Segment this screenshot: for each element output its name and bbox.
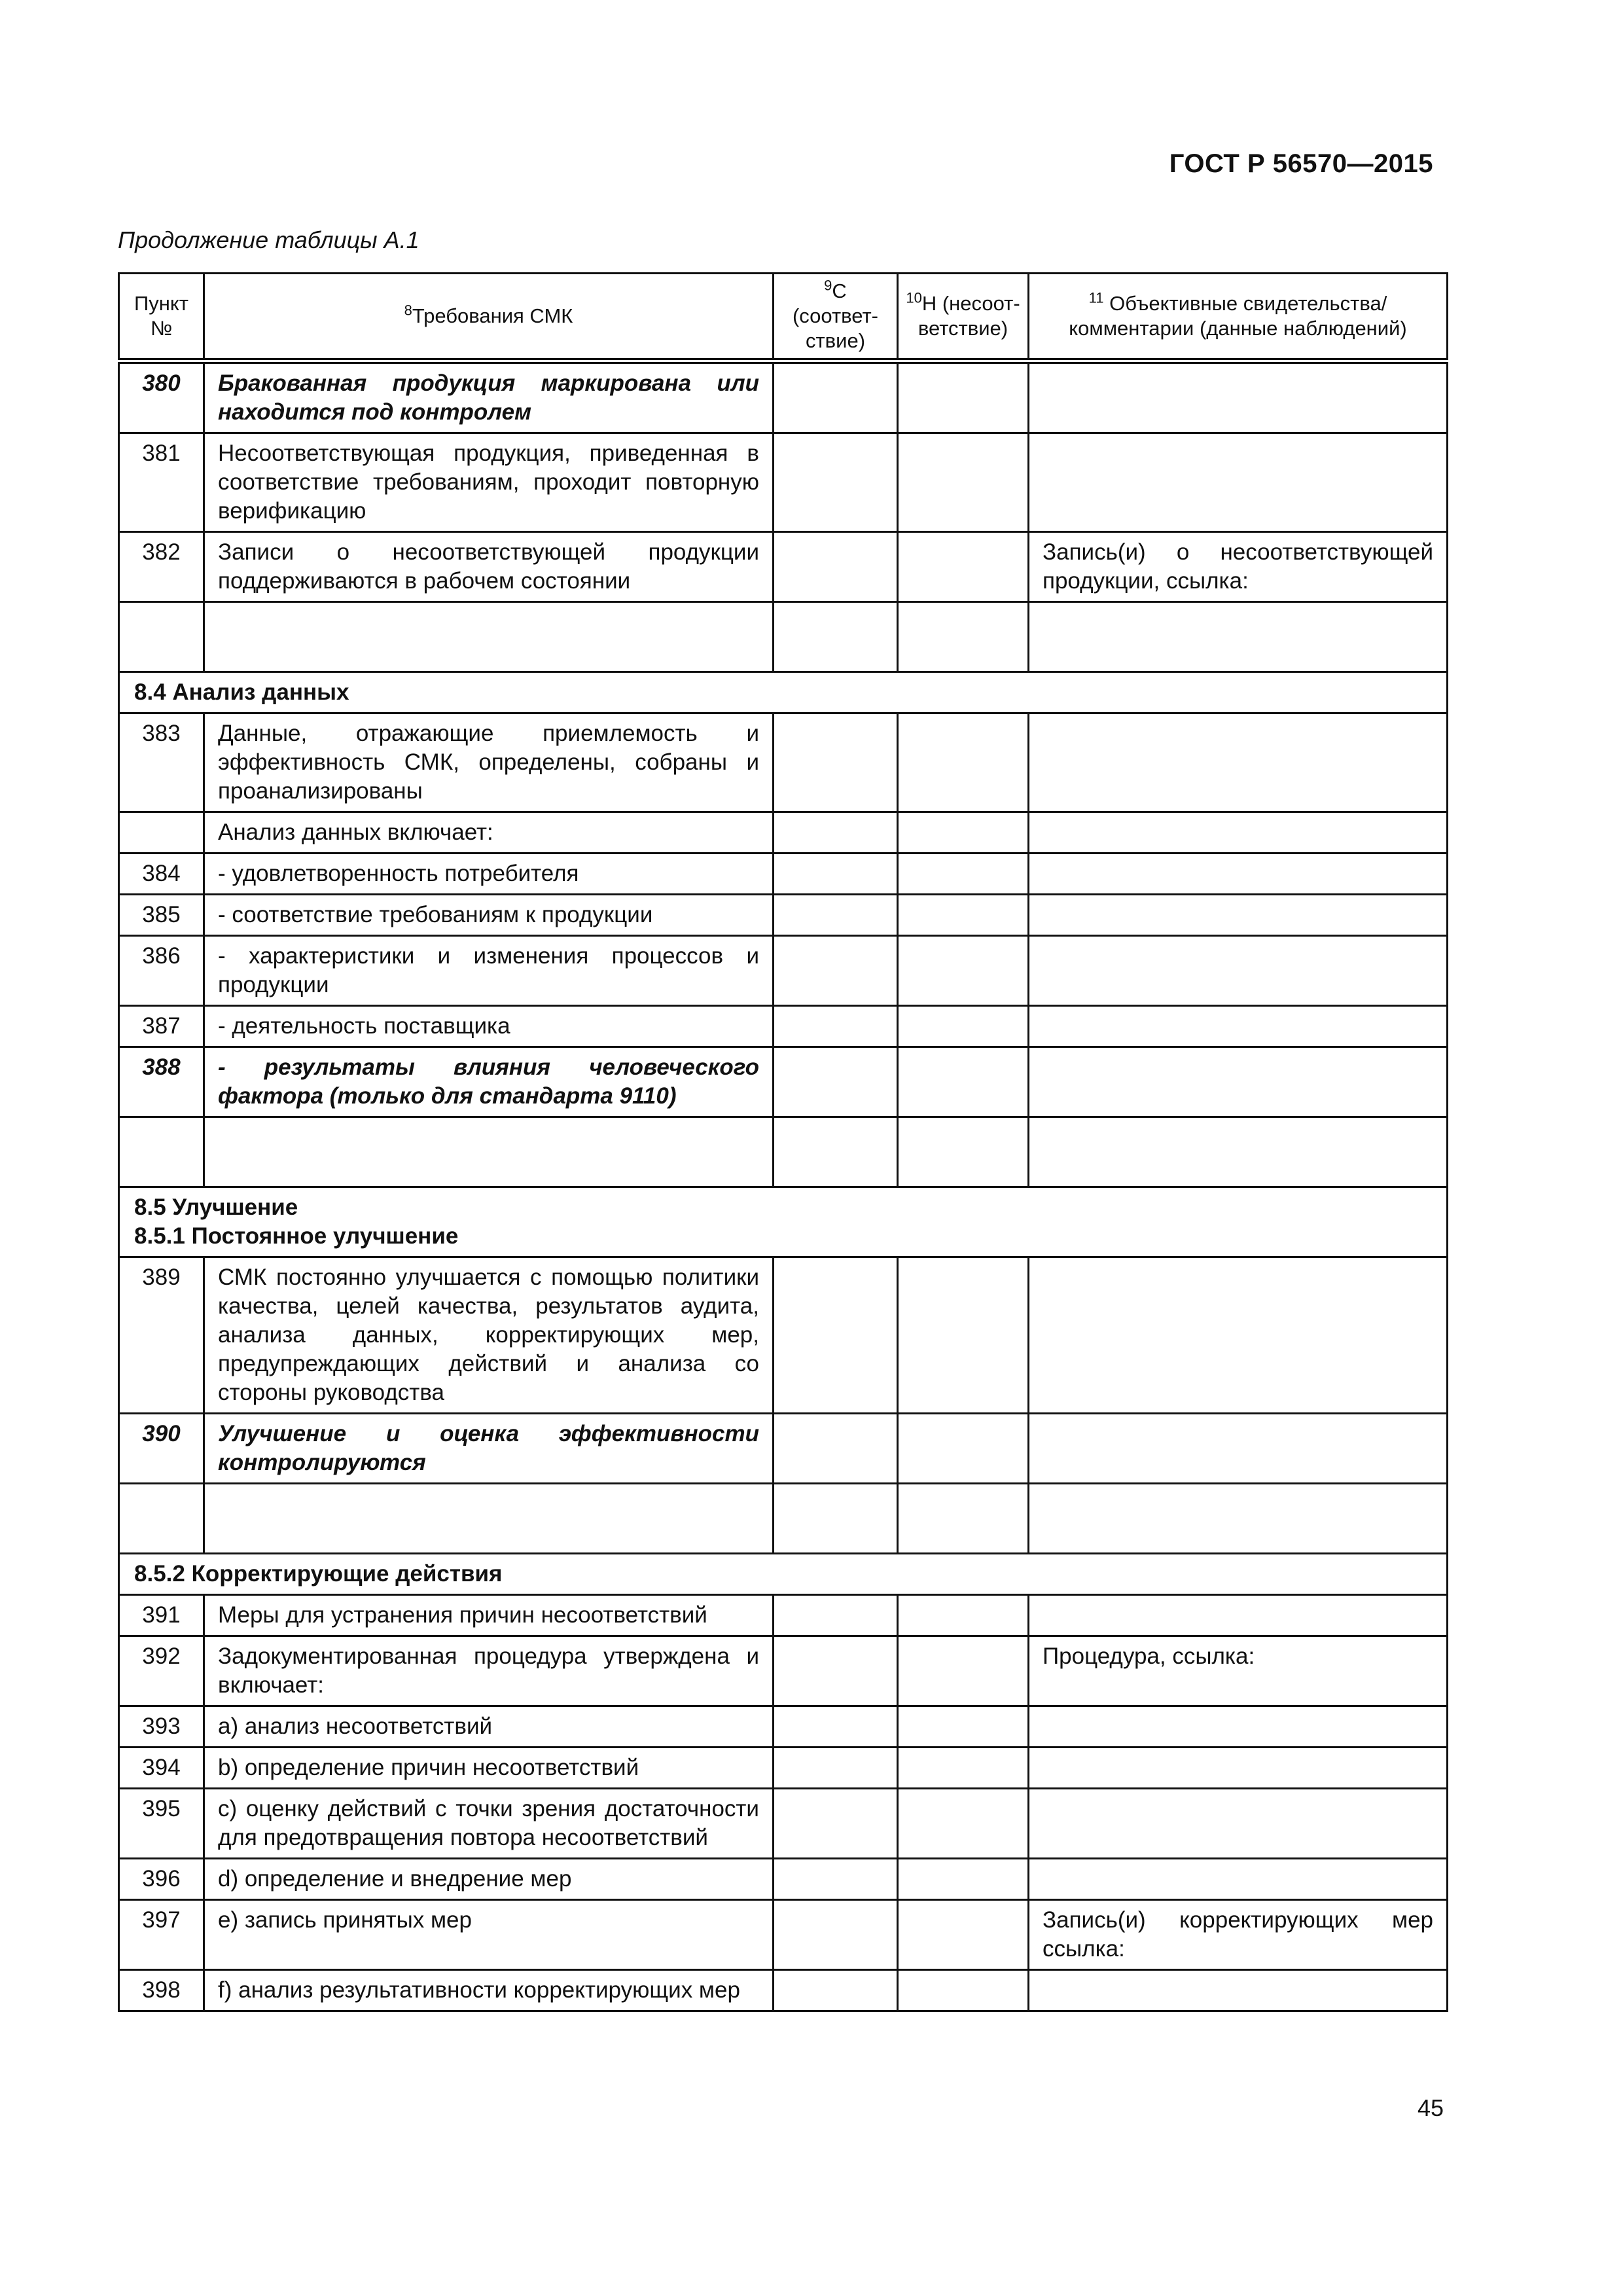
nonconformity-cell	[898, 361, 1029, 433]
table-row	[119, 853, 1448, 895]
table-row	[119, 433, 1448, 532]
requirement-cell: Несоответствующая продукция, приведенная в соответствие требованиям, проходит повторную верификацию	[204, 433, 774, 532]
requirement-cell: - результаты влияния человеческого фактора (только для стандарта 9110)	[204, 1047, 774, 1117]
item-number-cell: 391	[119, 1595, 204, 1636]
requirement-cell: - характеристики и изменения процессов и продукции	[204, 936, 774, 1006]
conformity-cell	[774, 812, 898, 853]
col-header-evidence-label: Объективные свидетельства/ комментарии (данные наблюдений)	[1069, 292, 1407, 340]
nonconformity-cell	[898, 812, 1029, 853]
evidence-cell	[1029, 1006, 1448, 1047]
requirement-cell: Улучшение и оценка эффективности контролируются	[204, 1414, 774, 1484]
standard-designation: ГОСТ Р 56570—2015	[1169, 149, 1433, 178]
evidence-cell	[1029, 1970, 1448, 2011]
item-number-cell: 387	[119, 1006, 204, 1047]
evidence-cell	[1029, 1748, 1448, 1789]
nonconformity-cell	[898, 1970, 1029, 2011]
evidence-cell	[1029, 1706, 1448, 1748]
nonconformity-cell	[898, 936, 1029, 1006]
col-header-requirements-index: 8	[404, 302, 412, 319]
requirement-cell: b) определение причин несоответствий	[204, 1748, 774, 1789]
requirement-cell: f) анализ результативности корректирующих мер	[204, 1970, 774, 2011]
conformity-cell	[774, 1706, 898, 1748]
table-body	[119, 361, 1448, 2011]
item-number-cell: 390	[119, 1414, 204, 1484]
conformity-cell	[774, 1257, 898, 1414]
conformity-cell	[774, 853, 898, 895]
item-number-cell: 396	[119, 1859, 204, 1900]
conformity-cell	[774, 532, 898, 602]
item-number-cell: 394	[119, 1748, 204, 1789]
table-caption: Продолжение таблицы А.1	[118, 226, 419, 253]
item-number-cell: 397	[119, 1900, 204, 1970]
conformity-cell	[774, 1636, 898, 1706]
blank-cell	[1029, 1484, 1448, 1554]
table-row	[119, 1636, 1448, 1706]
requirement-cell: Бракованная продукция маркирована или находится под контролем	[204, 361, 774, 433]
conformity-cell	[774, 361, 898, 433]
evidence-cell	[1029, 1859, 1448, 1900]
evidence-cell	[1029, 1789, 1448, 1859]
table-row	[119, 1970, 1448, 2011]
requirement-cell: - соответствие требованиям к продукции	[204, 895, 774, 936]
col-header-conformity-index: 9	[824, 277, 832, 294]
blank-cell	[898, 602, 1029, 672]
evidence-cell: Запись(и) корректирующих мер ссылка:	[1029, 1900, 1448, 1970]
col-header-requirements	[204, 274, 774, 361]
nonconformity-cell	[898, 853, 1029, 895]
item-number-cell: 384	[119, 853, 204, 895]
blank-cell	[1029, 602, 1448, 672]
table-row	[119, 713, 1448, 812]
conformity-cell	[774, 1006, 898, 1047]
conformity-cell	[774, 1748, 898, 1789]
nonconformity-cell	[898, 1636, 1029, 1706]
col-header-requirements-label: Требования СМК	[412, 304, 573, 327]
nonconformity-cell	[898, 713, 1029, 812]
table-row	[119, 1900, 1448, 1970]
conformity-cell	[774, 1900, 898, 1970]
nonconformity-cell	[898, 1706, 1029, 1748]
requirement-cell: e) запись принятых мер	[204, 1900, 774, 1970]
requirement-cell: Записи о несоответствующей продукции поддерживаются в рабочем состоянии	[204, 532, 774, 602]
section-heading-row	[119, 1554, 1448, 1595]
blank-row	[119, 1117, 1448, 1187]
col-header-evidence-index: 11	[1088, 289, 1104, 306]
section-heading: 8.5.2 Корректирующие действия	[119, 1554, 1448, 1595]
nonconformity-cell	[898, 1748, 1029, 1789]
blank-row	[119, 602, 1448, 672]
conformity-cell	[774, 936, 898, 1006]
blank-row	[119, 1484, 1448, 1554]
requirement-cell: a) анализ несоответствий	[204, 1706, 774, 1748]
item-number-cell: 388	[119, 1047, 204, 1117]
item-number-cell: 398	[119, 1970, 204, 2011]
col-header-nonconformity-label: Н (несоот-ветствие)	[918, 292, 1020, 340]
table-row	[119, 1047, 1448, 1117]
item-number-cell: 393	[119, 1706, 204, 1748]
col-header-conformity-label: С (соответ-ствие)	[792, 279, 879, 352]
nonconformity-cell	[898, 1414, 1029, 1484]
conformity-cell	[774, 433, 898, 532]
table-row	[119, 936, 1448, 1006]
requirements-table	[118, 272, 1448, 2012]
evidence-cell: Процедура, ссылка:	[1029, 1636, 1448, 1706]
nonconformity-cell	[898, 433, 1029, 532]
nonconformity-cell	[898, 532, 1029, 602]
nonconformity-cell	[898, 1006, 1029, 1047]
col-header-num: Пункт №	[119, 274, 204, 361]
table-row	[119, 1414, 1448, 1484]
evidence-cell	[1029, 1595, 1448, 1636]
requirement-cell: Данные, отражающие приемлемость и эффективность СМК, определены, собраны и проанализированы	[204, 713, 774, 812]
item-number-cell: 392	[119, 1636, 204, 1706]
blank-cell	[774, 602, 898, 672]
table-row	[119, 1748, 1448, 1789]
section-heading: 8.4 Анализ данных	[119, 672, 1448, 713]
nonconformity-cell	[898, 1789, 1029, 1859]
conformity-cell	[774, 1970, 898, 2011]
item-number-cell: 381	[119, 433, 204, 532]
blank-cell	[204, 1117, 774, 1187]
evidence-cell	[1029, 812, 1448, 853]
conformity-cell	[774, 1789, 898, 1859]
conformity-cell	[774, 1859, 898, 1900]
evidence-cell	[1029, 1047, 1448, 1117]
conformity-cell	[774, 1414, 898, 1484]
section-heading-row	[119, 1187, 1448, 1257]
requirement-cell: Задокументированная процедура утверждена и включает:	[204, 1636, 774, 1706]
evidence-cell	[1029, 895, 1448, 936]
section-heading-row	[119, 672, 1448, 713]
requirement-cell: Меры для устранения причин несоответствий	[204, 1595, 774, 1636]
requirement-cell: - деятельность поставщика	[204, 1006, 774, 1047]
col-header-conformity	[774, 274, 898, 361]
evidence-cell	[1029, 433, 1448, 532]
nonconformity-cell	[898, 1595, 1029, 1636]
item-number-cell: 380	[119, 361, 204, 433]
conformity-cell	[774, 895, 898, 936]
nonconformity-cell	[898, 1047, 1029, 1117]
table-row	[119, 812, 1448, 853]
requirement-cell: Анализ данных включает:	[204, 812, 774, 853]
col-header-evidence	[1029, 274, 1448, 361]
table-row	[119, 895, 1448, 936]
col-header-nonconformity-index: 10	[906, 289, 922, 306]
evidence-cell: Запись(и) о несоответствующей продукции, ссылка:	[1029, 532, 1448, 602]
table-row	[119, 1789, 1448, 1859]
evidence-cell	[1029, 853, 1448, 895]
nonconformity-cell	[898, 1257, 1029, 1414]
table-header-row	[119, 274, 1448, 361]
conformity-cell	[774, 713, 898, 812]
col-header-nonconformity	[898, 274, 1029, 361]
table-row	[119, 1257, 1448, 1414]
table-row	[119, 1859, 1448, 1900]
requirement-cell: d) определение и внедрение мер	[204, 1859, 774, 1900]
conformity-cell	[774, 1595, 898, 1636]
evidence-cell	[1029, 1257, 1448, 1414]
item-number-cell: 385	[119, 895, 204, 936]
nonconformity-cell	[898, 895, 1029, 936]
nonconformity-cell	[898, 1859, 1029, 1900]
table-row	[119, 1006, 1448, 1047]
table-row	[119, 1706, 1448, 1748]
blank-cell	[119, 1117, 204, 1187]
item-number-cell: 386	[119, 936, 204, 1006]
blank-cell	[898, 1484, 1029, 1554]
blank-cell	[898, 1117, 1029, 1187]
blank-cell	[204, 1484, 774, 1554]
blank-cell	[119, 1484, 204, 1554]
item-number-cell: 382	[119, 532, 204, 602]
requirement-cell: СМК постоянно улучшается с помощью политики качества, целей качества, результатов аудита, анализа данных, корректирующих мер, предупреждающих действий и анализа со стороны руководства	[204, 1257, 774, 1414]
evidence-cell	[1029, 361, 1448, 433]
blank-cell	[119, 602, 204, 672]
item-number-cell: 389	[119, 1257, 204, 1414]
evidence-cell	[1029, 1414, 1448, 1484]
item-number-cell	[119, 812, 204, 853]
evidence-cell	[1029, 713, 1448, 812]
blank-cell	[774, 1117, 898, 1187]
blank-cell	[1029, 1117, 1448, 1187]
conformity-cell	[774, 1047, 898, 1117]
table-row	[119, 1595, 1448, 1636]
requirement-cell: c) оценку действий с точки зрения достаточности для предотвращения повтора несоответствий	[204, 1789, 774, 1859]
blank-cell	[204, 602, 774, 672]
requirement-cell: - удовлетворенность потребителя	[204, 853, 774, 895]
evidence-cell	[1029, 936, 1448, 1006]
item-number-cell: 395	[119, 1789, 204, 1859]
table-row	[119, 532, 1448, 602]
table-row	[119, 361, 1448, 433]
section-heading: 8.5 Улучшение 8.5.1 Постоянное улучшение	[119, 1187, 1448, 1257]
page-number: 45	[1417, 2094, 1444, 2121]
item-number-cell: 383	[119, 713, 204, 812]
nonconformity-cell	[898, 1900, 1029, 1970]
blank-cell	[774, 1484, 898, 1554]
